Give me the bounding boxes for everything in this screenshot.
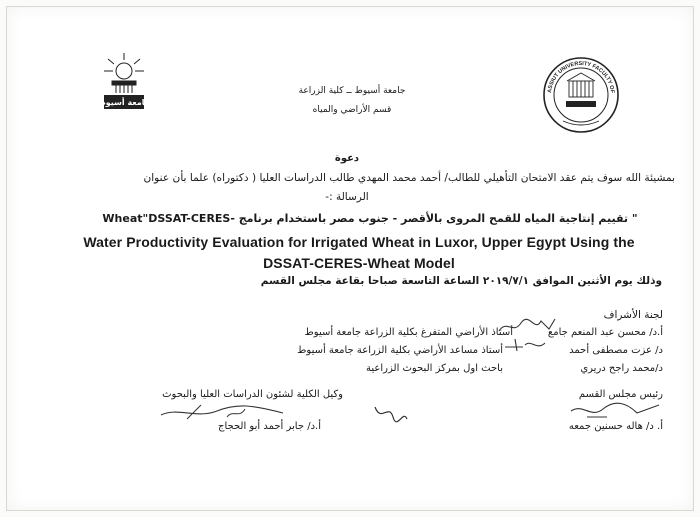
assiut-university-logo (95, 49, 153, 111)
svg-text:ASSIUT UNIVERSITY FACULTY OF A (541, 53, 615, 95)
seal-icon (541, 53, 621, 137)
committee-signature-2 (503, 337, 547, 353)
committee-member-3: د/محمد راجح دريري (580, 363, 663, 374)
logo-text: جامعة أسيوط (97, 98, 151, 107)
faculty-name: جامعة أسيوط ــ كلية الزراعة (298, 86, 406, 96)
faculty-of-agriculture-seal (541, 53, 621, 137)
dean-signature (371, 401, 411, 425)
invitation-line-2: الرسالة :- (325, 191, 369, 203)
committee-role-3: باحث اول بمركز البحوث الزراعية (366, 363, 503, 374)
university-emblem-icon (95, 49, 153, 111)
invitation-title: دعوة (334, 153, 360, 164)
committee-role-1: أستاذ الأراضي المتفرغ بكلية الزراعة جامعة أسيوط (304, 327, 513, 338)
head-of-department-name: أ. د/ هاله حسنين جمعه (568, 421, 663, 432)
seal-arc-text: ASSIUT UNIVERSITY FACULTY OF (547, 60, 615, 94)
thesis-title-english-1: Water Productivity Evaluation for Irrigated Wheat in Luxor, Upper Egypt Using the (83, 234, 635, 250)
department-name: قسم الأراضي والمياه (312, 105, 392, 115)
committee-member-1: أ.د/ محسن عبد المنعم جامع (547, 327, 663, 338)
vice-dean-name: أ.د/ جابر أحمد أبو الحجاج (218, 421, 321, 432)
thesis-title-english-2: DSSAT-CERES-Wheat Model (263, 255, 455, 271)
committee-role-2: أستاذ مساعد الأراضي بكلية الزراعة جامعة أسيوط (297, 345, 503, 356)
document-page (6, 6, 694, 511)
vice-dean-signature (157, 401, 287, 423)
head-of-department-title: رئيس مجلس القسم (578, 389, 663, 400)
thesis-title-arabic: " تقييم إنتاجية المياه للقمح المروى بالأقصر - جنوب مصر باستخدام برنامج -Wheat"DSSAT-CERES (102, 212, 638, 225)
vice-dean-title: وكيل الكلية لشئون الدراسات العليا والبحوث (162, 389, 343, 400)
head-of-department-signature (567, 399, 663, 423)
committee-member-2: د/ عزت مصطفى أحمد (569, 345, 663, 356)
exam-date-line: وذلك يوم الأثنين الموافق ٢٠١٩/٧/١ الساعة التاسعة صباحا بقاعة مجلس القسم (260, 275, 662, 287)
committee-signature-1 (497, 315, 557, 337)
committee-heading: لجنة الأشراف (603, 309, 663, 321)
invitation-line-1: بمشيئة الله سوف يتم عقد الامتحان التأهيلي للطالب/ أحمد محمد المهدي طالب الدراسات العليا ( دكتوراه) علما بأن عنوان (143, 172, 675, 184)
